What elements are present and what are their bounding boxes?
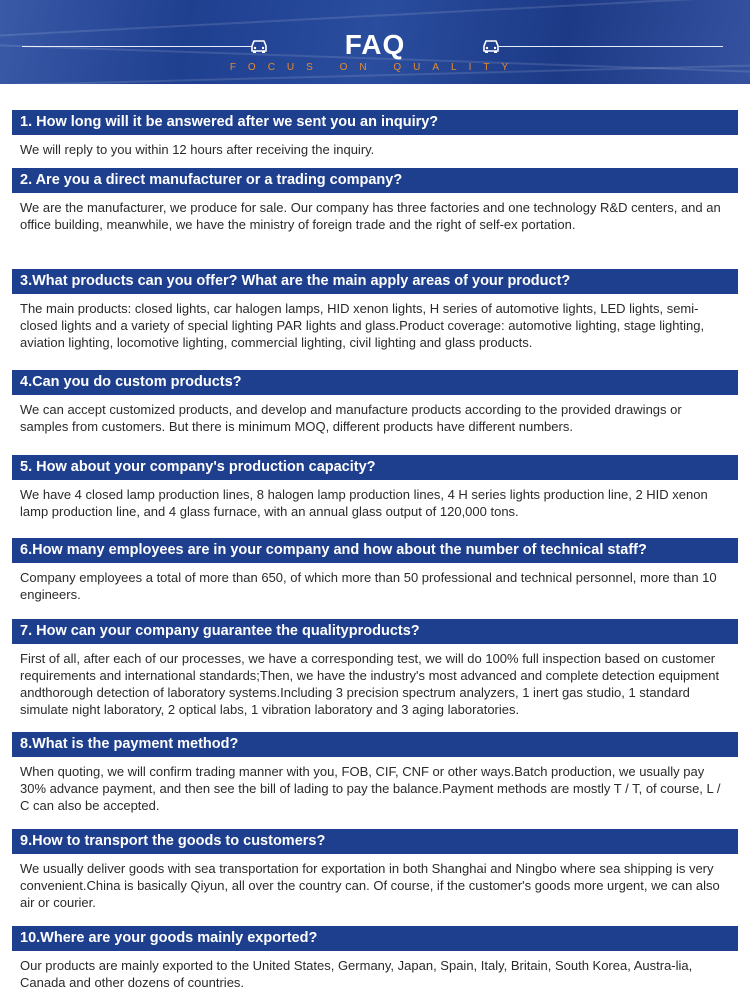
faq-question: 2. Are you a direct manufacturer or a trading company?	[12, 168, 738, 193]
faq-question: 10.Where are your goods mainly exported?	[12, 926, 738, 951]
faq-item	[12, 538, 738, 619]
faq-answer: We have 4 closed lamp production lines, 8 halogen lamp production lines, 4 H series lights production line, 2 HID xenon lamp production line, and 4 glass furnace, with an annual glass output of 120,000 tons.	[20, 487, 708, 519]
faq-question: 6.How many employees are in your company and how about the number of technical staff?	[12, 538, 738, 563]
faq-question: 1. How long will it be answered after we sent you an inquiry?	[12, 110, 738, 135]
faq-answer: The main products: closed lights, car halogen lamps, HID xenon lights, H series of automotive lights, LED lights, semi-closed lights and a variety of special lighting PAR lights and glass.Product coverage: automotive lighting, stage lighting, aviation lighting, locomotive lighting, commercial lighting, civil lighting and glass products.	[20, 301, 705, 350]
faq-item	[12, 829, 738, 926]
page-title: FAQ	[344, 29, 406, 60]
faq-answer: We usually deliver goods with sea transportation for exportation in both Shanghai and Ningbo where sea shipping is very convenient.China is basically Qiyun, all over the country can. Of course, if the customer's goods more urgent, we can also air or courier.	[20, 861, 720, 910]
faq-answer: Company employees a total of more than 650, of which more than 50 professional and technical personnel, more than 10 engineers.	[20, 570, 717, 602]
faq-answer: When quoting, we will confirm trading manner with you, FOB, CIF, CNF or other ways.Batch production, we usually pay 30% advance payment, and then see the bill of lading to pay the balance.Payment methods are mostly T / T, of course, L / C can also be accepted.	[20, 764, 721, 813]
faq-answer: First of all, after each of our processes, we have a corresponding test, we will do 100% full inspection based on customer requirements and international standards;Then, we have the industry's most advanced and complete detection equipment andthorough detection of laboratory systems.Including 3 precision spectrum analyzers, 1 inert gas studio, 1 standard simulate night laboratory, 2 optical labs, 1 vibration laboratory and 3 aging laboratories.	[20, 651, 720, 717]
faq-item	[12, 168, 738, 269]
faq-item	[12, 619, 738, 732]
faq-header	[0, 0, 750, 84]
faq-answer: We can accept customized products, and develop and manufacture products according to the provided drawings or samples from customers. But there is minimum MOQ, different products have different numbers.	[20, 402, 682, 434]
faq-answer: Our products are mainly exported to the United States, Germany, Japan, Spain, Italy, Britain, South Korea, Austra-lia, Canada and other dozens of countries.	[20, 958, 693, 990]
faq-question: 8.What is the payment method?	[12, 732, 738, 757]
faq-list	[12, 110, 738, 996]
faq-question: 4.Can you do custom products?	[12, 370, 738, 395]
faq-item	[12, 926, 738, 996]
faq-item	[12, 732, 738, 829]
faq-item	[12, 370, 738, 455]
page-subtitle: FOCUS ON QUALITY	[229, 62, 521, 73]
faq-question: 3.What products can you offer? What are the main apply areas of your product?	[12, 269, 738, 294]
faq-item	[12, 455, 738, 538]
faq-question: 5. How about your company's production capacity?	[12, 455, 738, 480]
faq-item	[12, 269, 738, 370]
faq-answer: We will reply to you within 12 hours after receiving the inquiry.	[20, 142, 375, 157]
faq-answer: We are the manufacturer, we produce for sale. Our company has three factories and one technology R&D centers, and an office building, meanwhile, we have the ministry of foreign trade and the right of self-ex portation.	[20, 200, 721, 232]
faq-item	[12, 110, 738, 168]
faq-question: 9.How to transport the goods to customers?	[12, 829, 738, 854]
faq-question: 7. How can your company guarantee the qualityproducts?	[12, 619, 738, 644]
